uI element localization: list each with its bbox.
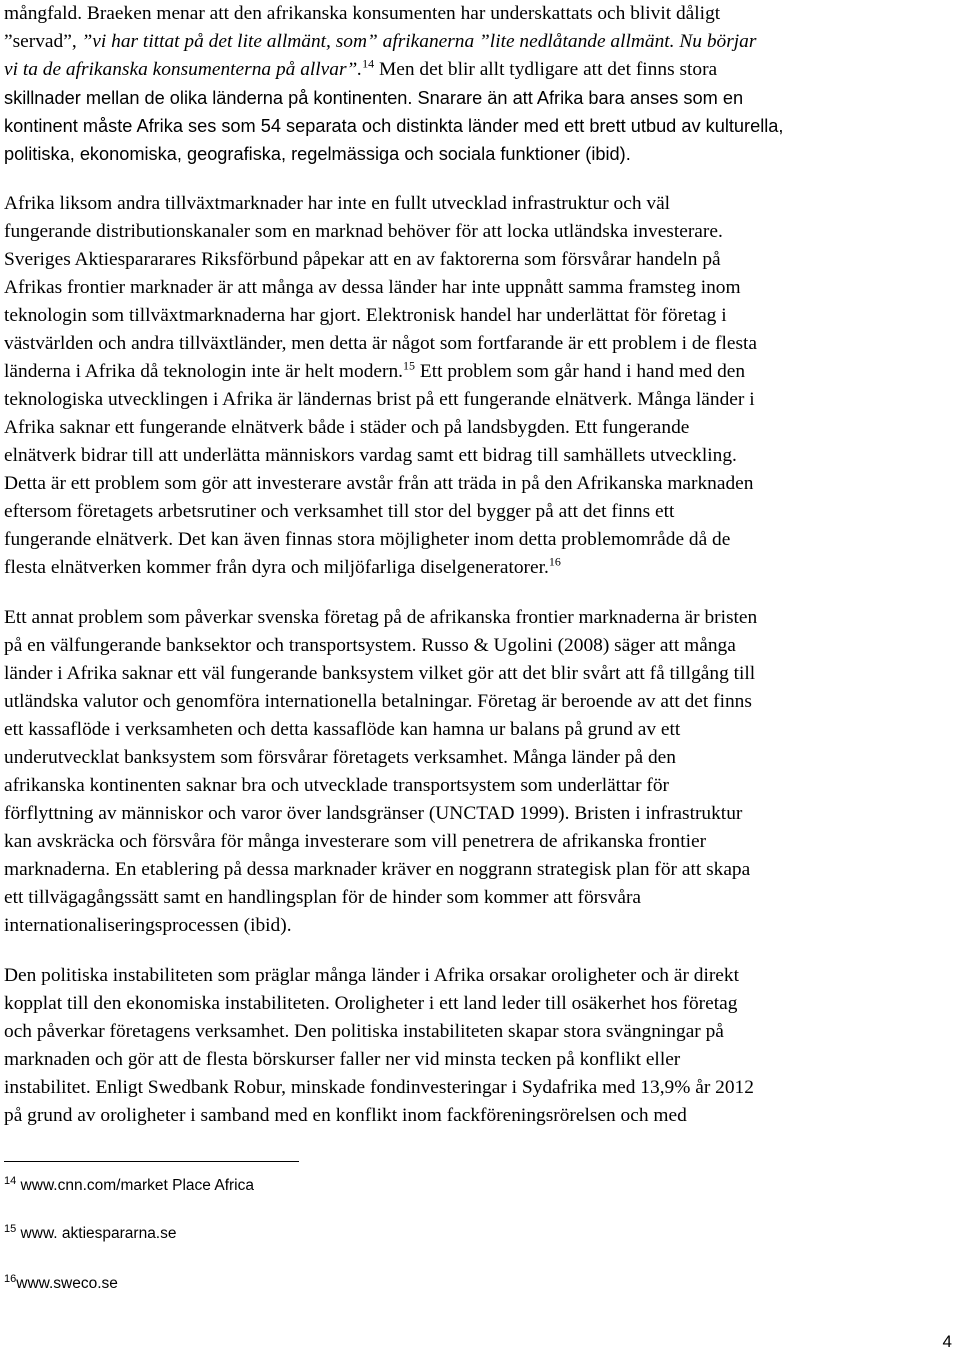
text-segment: Detta är ett problem som gör att investerare avstår från att träda in på den Afrikanska marknaden	[4, 473, 754, 494]
text-line	[4, 526, 730, 554]
text-line	[4, 302, 727, 330]
footnote-ref: 14	[362, 56, 375, 71]
text-line	[4, 990, 737, 1018]
text-segment: marknaden och gör att de flesta börskurser faller ner vid minsta tecken på konflikt eller	[4, 1049, 681, 1070]
text-segment: eftersom företagets arbetsrutiner och verksamhet till stor del bygger på att det finns ett	[4, 501, 675, 522]
text-line	[4, 912, 292, 940]
text-line	[4, 688, 752, 716]
footnote-ref: 15	[403, 358, 415, 373]
text-line	[4, 246, 721, 274]
footnote-ref: 16	[548, 554, 561, 569]
footnote-text: www. aktiespararna.se	[16, 1225, 177, 1242]
quote-text: vi ta de afrikanska konsumenterna på allvar”.	[4, 59, 363, 80]
text-segment: internationaliseringsprocessen (ibid).	[4, 915, 292, 936]
text-segment: fungerande distributionskanaler som en marknad behöver för att locka utländska investerare.	[4, 221, 723, 242]
text-segment: västvärlden och andra tillväxtländer, men detta är något som fortfarande är ett problem i de flesta	[4, 333, 758, 354]
text-segment: skillnader mellan de olika länderna på kontinenten. Snarare än att Afrika bara anses som en	[4, 88, 744, 108]
text-line	[4, 1018, 724, 1046]
text-segment: Men det blir allt tydligare att det finns stora	[374, 59, 718, 80]
text-segment: mångfald. Braeken menar att den afrikanska konsumenten har underskattats och blivit dåligt	[4, 3, 721, 24]
text-line	[4, 856, 750, 884]
footnote-number: 14	[4, 1174, 17, 1187]
text-line	[4, 84, 743, 112]
text-line	[4, 112, 783, 140]
footnote-14	[4, 1176, 254, 1196]
text-line	[4, 28, 756, 56]
text-line	[4, 660, 755, 688]
text-segment: på grund av oroligheter i samband med en konflikt inom fackföreningsrörelsen och med	[4, 1105, 687, 1126]
text-line	[4, 828, 706, 856]
footnote-number: 16	[4, 1272, 17, 1285]
text-line	[4, 358, 745, 386]
footnote-separator	[4, 1161, 299, 1162]
text-line	[4, 56, 717, 84]
text-segment: länder i Afrika saknar ett väl fungerande banksystem vilket gör att det blir svårt att få tillgång till	[4, 663, 756, 684]
text-segment: länderna i Afrika då teknologin inte är helt modern.	[4, 361, 403, 382]
text-segment: på en välfungerande banksektor och transportsystem. Russo & Ugolini (2008) säger att många	[4, 635, 736, 656]
text-line	[4, 274, 741, 302]
text-line	[4, 442, 737, 470]
text-line	[4, 554, 561, 582]
text-line	[4, 498, 674, 526]
text-segment: ett kassaflöde i verksamheten och detta kassaflöde kan hamna ur balans på grund av ett	[4, 719, 681, 740]
text-line	[4, 330, 757, 358]
text-segment: teknologin som tillväxtmarknaderna har gjort. Elektronisk handel har underlättat för företag i	[4, 305, 727, 326]
text-line	[4, 884, 641, 912]
text-segment: Afrika saknar ett fungerande elnätverk både i städer och på landsbygden. Ett fungerande	[4, 417, 690, 438]
text-line	[4, 1046, 680, 1074]
text-segment: instabilitet. Enligt Swedbank Robur, minskade fondinvesteringar i Sydafrika med 13,9% år 2012	[4, 1077, 754, 1098]
text-segment: och påverkar företagens verksamhet. Den politiska instabiliteten skapar stora svängningar på	[4, 1021, 724, 1042]
text-line	[4, 140, 631, 168]
text-line	[4, 0, 720, 28]
text-segment: elnätverk bidrar till att underlätta människors vardag samt ett bidrag till samhällets utveckling.	[4, 445, 737, 466]
text-segment: förflyttning av människor och varor över landsgränser (UNCTAD 1999). Bristen i infrastruktur	[4, 803, 743, 824]
text-segment: flesta elnätverken kommer från dyra och miljöfarliga diselgeneratorer.	[4, 557, 549, 578]
text-segment: afrikanska kontinenten saknar bra och utvecklade transportsystem som underlättar för	[4, 775, 669, 796]
text-line	[4, 800, 742, 828]
text-line	[4, 716, 680, 744]
text-segment: Sveriges Aktiespararares Riksförbund påpekar att en av faktorerna som försvårar handeln på	[4, 249, 721, 270]
footnote-number: 15	[4, 1222, 17, 1235]
text-segment: ett tillvägagångssätt samt en handlingsplan för de hinder som kommer att försvåra	[4, 887, 642, 908]
page-number: 4	[942, 1332, 952, 1351]
text-segment: underutvecklat banksystem som försvårar företagets verksamhet. Många länder på den	[4, 747, 676, 768]
text-line	[4, 744, 676, 772]
text-line	[4, 414, 689, 442]
text-segment: utländska valutor och genomföra internationella betalningar. Företag är beroende av att det finns	[4, 691, 752, 712]
text-line	[4, 386, 755, 414]
footnote-text: www.cnn.com/market Place Africa	[16, 1177, 254, 1194]
text-line	[4, 218, 723, 246]
text-segment: kopplat till den ekonomiska instabiliteten. Oroligheter i ett land leder till osäkerhet hos företag	[4, 993, 738, 1014]
text-segment: ”servad”,	[4, 31, 82, 52]
text-segment: politiska, ekonomiska, geografiska, regelmässiga och sociala funktioner (ibid).	[4, 144, 631, 164]
quote-text: ”vi har tittat på det lite allmänt, som” afrikanerna ”lite nedlåtande allmänt. Nu börjar	[81, 31, 757, 52]
text-segment: Ett problem som går hand i hand med den	[415, 361, 746, 382]
text-line	[4, 190, 670, 218]
text-line	[4, 772, 669, 800]
text-segment: teknologiska utvecklingen i Afrika är ländernas brist på ett fungerande elnätverk. Många länder i	[4, 389, 755, 410]
text-segment: Den politiska instabiliteten som präglar många länder i Afrika orsakar oroligheter och är direkt	[4, 965, 739, 986]
text-segment: Afrikas frontier marknader är att många av dessa länder har inte uppnått samma framsteg inom	[4, 277, 741, 298]
footnote-15	[4, 1224, 177, 1244]
text-segment: Ett annat problem som påverkar svenska företag på de afrikanska frontier marknaderna är bristen	[4, 607, 758, 628]
footnote-text: www.sweco.se	[16, 1275, 118, 1292]
text-line	[4, 1074, 754, 1102]
text-segment: Afrika liksom andra tillväxtmarknader har inte en fullt utvecklad infrastruktur och väl	[4, 193, 671, 214]
text-line	[4, 470, 753, 498]
footnote-16	[4, 1274, 118, 1294]
text-segment: kan avskräcka och försvåra för många investerare som vill penetrera de afrikanska frontier	[4, 831, 707, 852]
text-segment: marknaderna. En etablering på dessa marknader kräver en noggrann strategisk plan för att skapa	[4, 859, 751, 880]
text-line	[4, 604, 757, 632]
text-line	[4, 962, 739, 990]
text-segment: kontinent måste Afrika ses som 54 separata och distinkta länder med ett brett utbud av kulturella,	[4, 116, 784, 136]
text-line	[4, 632, 736, 660]
text-line	[4, 1102, 687, 1130]
text-segment: fungerande elnätverk. Det kan även finnas stora möjligheter inom detta problemområde då de	[4, 529, 731, 550]
